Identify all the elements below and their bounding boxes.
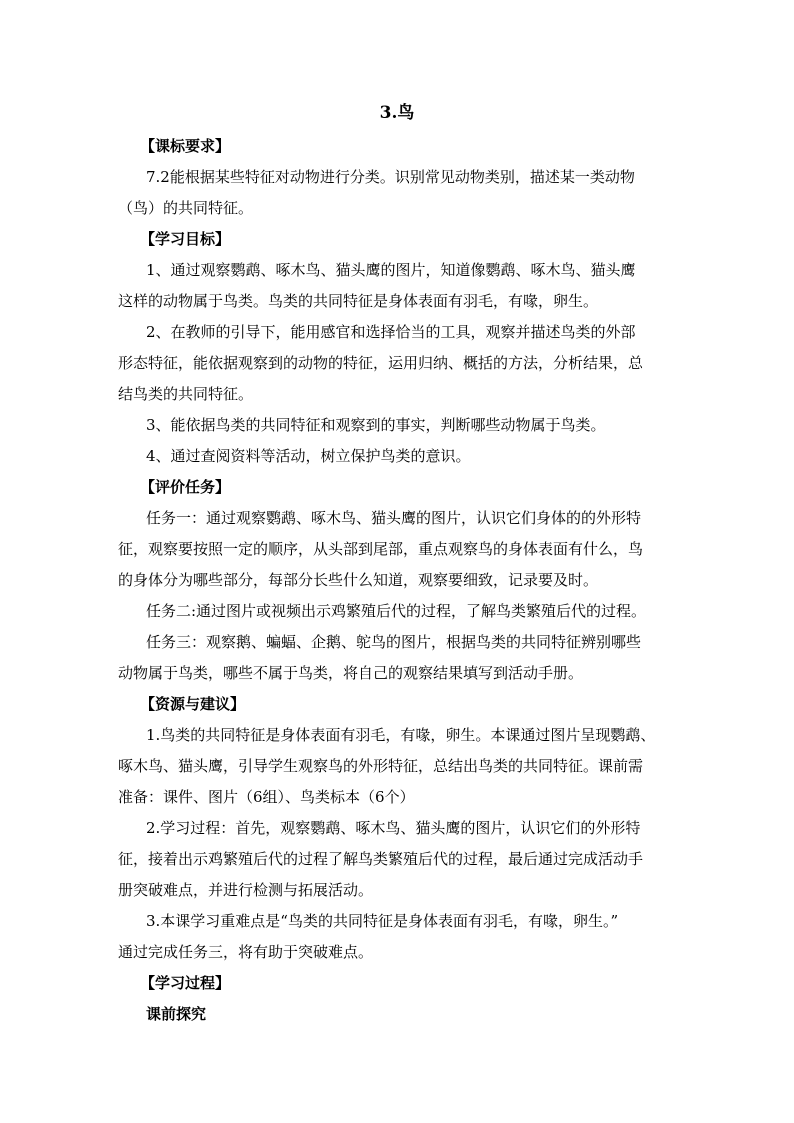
section-heading-mubiao: 【学习目标】 xyxy=(140,230,231,248)
page-title: 3.鸟 xyxy=(379,103,415,123)
section-heading-guocheng: 【学习过程】 xyxy=(140,974,231,992)
paragraph-line: 2、在教师的引导下，能用感官和选择恰当的工具，观察并描述鸟类的外部 xyxy=(146,323,636,341)
paragraph-line: 7.2能根据某些特征对动物进行分类。识别常见动物类别，描述某一类动物 xyxy=(146,168,635,186)
paragraph-line: 形态特征，能依据观察到的动物的特征，运用归纳、概括的方法，分析结果，总 xyxy=(118,354,644,372)
paragraph-line: 准备：课件、图片（6组）、鸟类标本（6个） xyxy=(118,788,415,806)
subsection-heading-tanjiu: 课前探究 xyxy=(146,1005,207,1023)
section-heading-kebiao: 【课标要求】 xyxy=(140,137,231,155)
paragraph-line: 征，接着出示鸡繁殖后代的过程了解鸟类繁殖后代的过程，最后通过完成活动手 xyxy=(118,850,644,868)
section-heading-ziyuan: 【资源与建议】 xyxy=(140,695,246,713)
paragraph-line: 任务二:通过图片或视频出示鸡繁殖后代的过程，了解鸟类繁殖后代的过程。 xyxy=(146,602,647,620)
paragraph-line: 动物属于鸟类，哪些不属于鸟类，将自己的观察结果填写到活动手册。 xyxy=(118,664,584,682)
paragraph-line: 4、通过查阅资料等活动，树立保护鸟类的意识。 xyxy=(146,447,471,465)
paragraph-line: 任务一：通过观察鹦鹉、啄木鸟、猫头鹰的图片，认识它们身体的的外形特 xyxy=(146,509,642,527)
paragraph-line: 啄木鸟、猫头鹰，引导学生观察鸟的外形特征，总结出鸟类的共同特征。课前需 xyxy=(118,757,644,775)
paragraph-line: 结鸟类的共同特征。 xyxy=(118,385,254,403)
paragraph-line: 的身体分为哪些部分，每部分长些什么知道，观察要细致，记录要及时。 xyxy=(118,571,599,589)
paragraph-line: 通过完成任务三，将有助于突破难点。 xyxy=(118,943,374,961)
paragraph-line: （鸟）的共同特征。 xyxy=(118,199,254,217)
paragraph-line: 这样的动物属于鸟类。鸟类的共同特征是身体表面有羽毛，有喙，卵生。 xyxy=(118,292,599,310)
paragraph-line: 1.鸟类的共同特征是身体表面有羽毛，有喙，卵生。本课通过图片呈现鹦鹉、 xyxy=(146,726,656,744)
paragraph-line: 3.本课学习重难点是“鸟类的共同特征是身体表面有羽毛，有喙，卵生。” xyxy=(146,912,619,930)
section-heading-renwu: 【评价任务】 xyxy=(140,478,231,496)
paragraph-line: 册突破难点，并进行检测与拓展活动。 xyxy=(118,881,374,899)
paragraph-line: 任务三：观察鹅、蝙蝠、企鹅、鸵鸟的图片，根据鸟类的共同特征辨别哪些 xyxy=(146,633,642,651)
paragraph-line: 2.学习过程：首先，观察鹦鹉、啄木鸟、猫头鹰的图片，认识它们的外形特 xyxy=(146,819,641,837)
paragraph-line: 1、通过观察鹦鹉、啄木鸟、猫头鹰的图片，知道像鹦鹉、啄木鸟、猫头鹰 xyxy=(146,261,636,279)
paragraph-line: 3、能依据鸟类的共同特征和观察到的事实，判断哪些动物属于鸟类。 xyxy=(146,416,606,434)
paragraph-line: 征，观察要按照一定的顺序，从头部到尾部，重点观察鸟的身体表面有什么，鸟 xyxy=(118,540,644,558)
